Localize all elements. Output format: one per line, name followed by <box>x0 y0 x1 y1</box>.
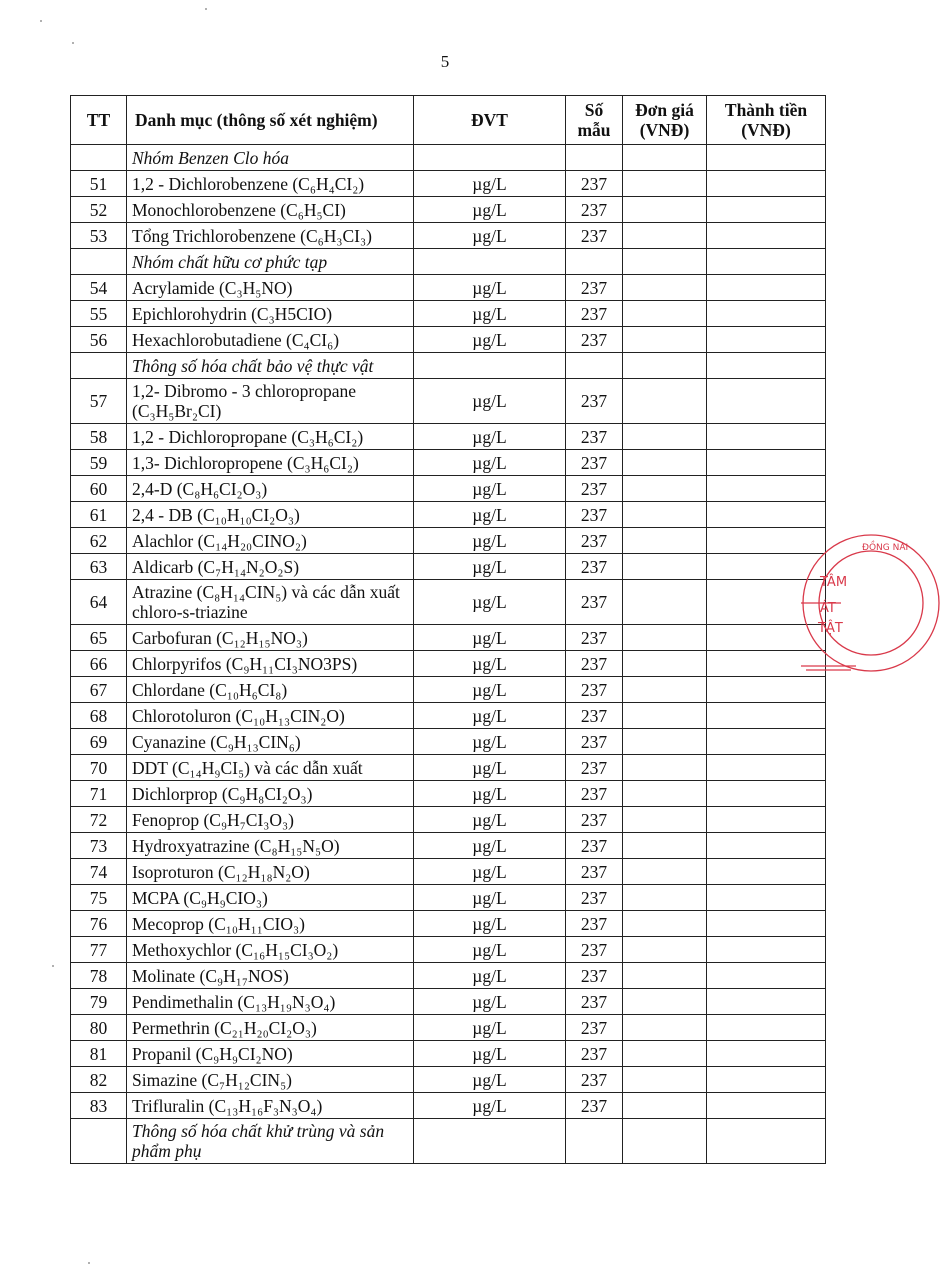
empty-cell <box>414 1119 566 1164</box>
cell-qty: 237 <box>566 223 623 249</box>
cell-unit: µg/L <box>414 963 566 989</box>
cell-name: Chlordane (C₁₀H₆CI₈) <box>127 677 414 703</box>
scan-speck <box>72 42 74 44</box>
empty-cell <box>623 249 707 275</box>
cell-name: Chlorpyrifos (C₉H₁₁CI₃NO3PS) <box>127 651 414 677</box>
cell-tt: 55 <box>71 301 127 327</box>
group-label: Nhóm chất hữu cơ phức tạp <box>127 249 414 275</box>
table-row <box>71 476 826 502</box>
cell-name: 1,2 - Dichlorobenzene (C₆H₄CI₂) <box>127 171 414 197</box>
cell-name: Atrazine (C₈H₁₄CIN₅) và các dẫn xuất chloro-s-triazine <box>127 580 414 625</box>
cell-unit: µg/L <box>414 703 566 729</box>
cell-name: Pendimethalin (C₁₃H₁₉N₃O₄) <box>127 989 414 1015</box>
cell-unit: µg/L <box>414 476 566 502</box>
cell-qty: 237 <box>566 379 623 424</box>
group-header-row <box>71 353 826 379</box>
table-row <box>71 963 826 989</box>
cell-unit: µg/L <box>414 1041 566 1067</box>
empty-cell <box>707 353 826 379</box>
cell-total <box>707 1093 826 1119</box>
empty-cell <box>623 1119 707 1164</box>
cell-unit: µg/L <box>414 859 566 885</box>
cell-name: Carbofuran (C₁₂H₁₅NO₃) <box>127 625 414 651</box>
cell-unit: µg/L <box>414 223 566 249</box>
table-row <box>71 1067 826 1093</box>
cell-price <box>623 807 707 833</box>
cell-unit: µg/L <box>414 937 566 963</box>
table-row <box>71 450 826 476</box>
cell-qty: 237 <box>566 885 623 911</box>
cell-tt: 80 <box>71 1015 127 1041</box>
cell-name: Cyanazine (C₉H₁₃CIN₆) <box>127 729 414 755</box>
cell-tt: 59 <box>71 450 127 476</box>
cell-tt: 53 <box>71 223 127 249</box>
cell-price <box>623 301 707 327</box>
cell-tt: 78 <box>71 963 127 989</box>
cell-unit: µg/L <box>414 807 566 833</box>
cell-qty: 237 <box>566 554 623 580</box>
table-row <box>71 937 826 963</box>
cell-qty: 237 <box>566 197 623 223</box>
cell-total <box>707 807 826 833</box>
cell-name: Methoxychlor (C₁₆H₁₅CI₃O₂) <box>127 937 414 963</box>
cell-total <box>707 450 826 476</box>
stamp-ring-text: ĐỒNG NAI <box>862 543 909 553</box>
cell-qty: 237 <box>566 301 623 327</box>
cell-total <box>707 833 826 859</box>
cell-price <box>623 1093 707 1119</box>
cell-price <box>623 528 707 554</box>
header-tt: TT <box>71 96 127 145</box>
cell-tt: 58 <box>71 424 127 450</box>
cell-name: 2,4 - DB (C₁₀H₁₀CI₂O₃) <box>127 502 414 528</box>
cell-name: Mecoprop (C₁₀H₁₁CIO₃) <box>127 911 414 937</box>
stamp-text-line: TÂM <box>820 575 848 590</box>
table-row <box>71 580 826 625</box>
scan-speck <box>40 20 42 22</box>
cell-total <box>707 197 826 223</box>
cell-qty: 237 <box>566 755 623 781</box>
cell-name: 1,3- Dichloropropene (C₃H₆CI₂) <box>127 450 414 476</box>
cell-qty: 237 <box>566 450 623 476</box>
cell-tt: 52 <box>71 197 127 223</box>
cell-total <box>707 502 826 528</box>
cell-qty: 237 <box>566 781 623 807</box>
cell-price <box>623 1041 707 1067</box>
table-row <box>71 651 826 677</box>
cell-price <box>623 625 707 651</box>
empty-cell <box>71 249 127 275</box>
cell-qty: 237 <box>566 833 623 859</box>
cell-total <box>707 963 826 989</box>
cell-total <box>707 911 826 937</box>
cell-name: Hydroxyatrazine (C₈H₁₅N₅O) <box>127 833 414 859</box>
cell-unit: µg/L <box>414 1015 566 1041</box>
group-header-row <box>71 249 826 275</box>
table-row <box>71 677 826 703</box>
cell-name: Aldicarb (C₇H₁₄N₂O₂S) <box>127 554 414 580</box>
cell-unit: µg/L <box>414 275 566 301</box>
scan-speck <box>52 965 54 967</box>
header-price: Đơn giá (VNĐ) <box>623 96 707 145</box>
cell-tt: 62 <box>71 528 127 554</box>
cell-unit: µg/L <box>414 502 566 528</box>
cell-qty: 237 <box>566 859 623 885</box>
table-row <box>71 1093 826 1119</box>
cell-price <box>623 275 707 301</box>
cell-tt: 60 <box>71 476 127 502</box>
price-table <box>70 95 826 1164</box>
cell-name: MCPA (C₉H₉CIO₃) <box>127 885 414 911</box>
cell-total <box>707 275 826 301</box>
cell-price <box>623 1015 707 1041</box>
cell-qty: 237 <box>566 651 623 677</box>
cell-tt: 74 <box>71 859 127 885</box>
table-row <box>71 424 826 450</box>
cell-tt: 63 <box>71 554 127 580</box>
stamp-text-line: TẬT <box>818 621 843 636</box>
cell-tt: 70 <box>71 755 127 781</box>
cell-qty: 237 <box>566 703 623 729</box>
cell-unit: µg/L <box>414 781 566 807</box>
cell-unit: µg/L <box>414 327 566 353</box>
cell-name: Fenoprop (C₉H₇CI₃O₃) <box>127 807 414 833</box>
cell-name: Simazine (C₇H₁₂CIN₅) <box>127 1067 414 1093</box>
cell-total <box>707 223 826 249</box>
cell-total <box>707 885 826 911</box>
cell-price <box>623 580 707 625</box>
cell-tt: 66 <box>71 651 127 677</box>
cell-unit: µg/L <box>414 651 566 677</box>
cell-qty: 237 <box>566 528 623 554</box>
cell-unit: µg/L <box>414 729 566 755</box>
cell-unit: µg/L <box>414 554 566 580</box>
cell-total <box>707 989 826 1015</box>
cell-tt: 77 <box>71 937 127 963</box>
cell-price <box>623 833 707 859</box>
cell-total <box>707 729 826 755</box>
cell-price <box>623 937 707 963</box>
cell-name: Permethrin (C₂₁H₂₀CI₂O₃) <box>127 1015 414 1041</box>
cell-unit: µg/L <box>414 885 566 911</box>
table-row <box>71 911 826 937</box>
cell-price <box>623 989 707 1015</box>
cell-total <box>707 677 826 703</box>
cell-total <box>707 379 826 424</box>
cell-price <box>623 859 707 885</box>
cell-price <box>623 703 707 729</box>
empty-cell <box>566 353 623 379</box>
table-row <box>71 833 826 859</box>
cell-qty: 237 <box>566 677 623 703</box>
cell-tt: 61 <box>71 502 127 528</box>
cell-unit: µg/L <box>414 625 566 651</box>
table-row <box>71 729 826 755</box>
table-row <box>71 755 826 781</box>
cell-qty: 237 <box>566 502 623 528</box>
cell-price <box>623 677 707 703</box>
table-row <box>71 275 826 301</box>
stamp-text-line: ÁT <box>820 601 836 616</box>
cell-unit: µg/L <box>414 911 566 937</box>
cell-name: Trifluralin (C₁₃H₁₆F₃N₃O₄) <box>127 1093 414 1119</box>
cell-tt: 76 <box>71 911 127 937</box>
table-row <box>71 197 826 223</box>
cell-qty: 237 <box>566 327 623 353</box>
cell-price <box>623 379 707 424</box>
empty-cell <box>414 145 566 171</box>
cell-total <box>707 1067 826 1093</box>
cell-total <box>707 301 826 327</box>
cell-qty: 237 <box>566 275 623 301</box>
empty-cell <box>414 353 566 379</box>
cell-price <box>623 502 707 528</box>
cell-qty: 237 <box>566 424 623 450</box>
cell-tt: 83 <box>71 1093 127 1119</box>
group-label: Nhóm Benzen Clo hóa <box>127 145 414 171</box>
cell-unit: µg/L <box>414 424 566 450</box>
table-row <box>71 1015 826 1041</box>
cell-tt: 56 <box>71 327 127 353</box>
empty-cell <box>707 1119 826 1164</box>
cell-qty: 237 <box>566 807 623 833</box>
cell-unit: µg/L <box>414 450 566 476</box>
empty-cell <box>566 249 623 275</box>
cell-total <box>707 476 826 502</box>
table-row <box>71 859 826 885</box>
cell-unit: µg/L <box>414 301 566 327</box>
cell-unit: µg/L <box>414 580 566 625</box>
empty-cell <box>623 353 707 379</box>
cell-name: Monochlorobenzene (C₆H₅CI) <box>127 197 414 223</box>
cell-total <box>707 1015 826 1041</box>
scan-speck <box>88 1262 90 1264</box>
cell-unit: µg/L <box>414 379 566 424</box>
cell-qty: 237 <box>566 1015 623 1041</box>
cell-price <box>623 476 707 502</box>
cell-name: Tổng Trichlorobenzene (C₆H₃CI₃) <box>127 223 414 249</box>
cell-price <box>623 554 707 580</box>
cell-name: Hexachlorobutadiene (C₄CI₆) <box>127 327 414 353</box>
table-row <box>71 885 826 911</box>
group-header-row <box>71 1119 826 1164</box>
table-row <box>71 625 826 651</box>
cell-price <box>623 911 707 937</box>
cell-tt: 71 <box>71 781 127 807</box>
cell-tt: 79 <box>71 989 127 1015</box>
cell-price <box>623 424 707 450</box>
cell-qty: 237 <box>566 625 623 651</box>
cell-name: DDT (C₁₄H₉CI₅) và các dẫn xuất <box>127 755 414 781</box>
cell-qty: 237 <box>566 729 623 755</box>
group-label: Thông số hóa chất khử trùng và sản phẩm phụ <box>127 1119 414 1164</box>
cell-name: 2,4-D (C₈H₆CI₂O₃) <box>127 476 414 502</box>
cell-qty: 237 <box>566 171 623 197</box>
cell-price <box>623 197 707 223</box>
cell-name: Isoproturon (C₁₂H₁₈N₂O) <box>127 859 414 885</box>
cell-price <box>623 885 707 911</box>
cell-price <box>623 450 707 476</box>
empty-cell <box>623 145 707 171</box>
header-qty: Số mẫu <box>566 96 623 145</box>
cell-qty: 237 <box>566 989 623 1015</box>
cell-total <box>707 937 826 963</box>
table-row <box>71 989 826 1015</box>
cell-tt: 54 <box>71 275 127 301</box>
cell-tt: 65 <box>71 625 127 651</box>
cell-name: Molinate (C₉H₁₇NOS) <box>127 963 414 989</box>
table-row <box>71 327 826 353</box>
cell-tt: 64 <box>71 580 127 625</box>
header-unit: ĐVT <box>414 96 566 145</box>
table-row <box>71 528 826 554</box>
cell-total <box>707 781 826 807</box>
cell-qty: 237 <box>566 476 623 502</box>
cell-price <box>623 327 707 353</box>
table-row <box>71 703 826 729</box>
cell-price <box>623 171 707 197</box>
cell-tt: 82 <box>71 1067 127 1093</box>
cell-name: Chlorotoluron (C₁₀H₁₃CIN₂O) <box>127 703 414 729</box>
header-total: Thành tiền (VNĐ) <box>707 96 826 145</box>
table-row <box>71 171 826 197</box>
table-row <box>71 502 826 528</box>
empty-cell <box>71 145 127 171</box>
empty-cell <box>707 145 826 171</box>
empty-cell <box>566 1119 623 1164</box>
cell-price <box>623 963 707 989</box>
cell-unit: µg/L <box>414 197 566 223</box>
cell-tt: 75 <box>71 885 127 911</box>
cell-qty: 237 <box>566 937 623 963</box>
cell-total <box>707 703 826 729</box>
header-name: Danh mục (thông số xét nghiệm) <box>127 96 414 145</box>
cell-unit: µg/L <box>414 989 566 1015</box>
cell-unit: µg/L <box>414 755 566 781</box>
table-row <box>71 379 826 424</box>
cell-total <box>707 1041 826 1067</box>
group-label: Thông số hóa chất bảo vệ thực vật <box>127 353 414 379</box>
cell-tt: 57 <box>71 379 127 424</box>
cell-tt: 67 <box>71 677 127 703</box>
cell-tt: 68 <box>71 703 127 729</box>
cell-unit: µg/L <box>414 1093 566 1119</box>
cell-unit: µg/L <box>414 528 566 554</box>
cell-name: 1,2- Dibromo - 3 chloropropane (C₃H₅Br₂CI) <box>127 379 414 424</box>
cell-tt: 72 <box>71 807 127 833</box>
red-stamp <box>796 528 946 678</box>
cell-price <box>623 729 707 755</box>
cell-name: Epichlorohydrin (C₃H5CIO) <box>127 301 414 327</box>
table-body <box>71 145 826 1164</box>
table-row <box>71 807 826 833</box>
cell-unit: µg/L <box>414 1067 566 1093</box>
cell-name: Acrylamide (C₃H₅NO) <box>127 275 414 301</box>
empty-cell <box>71 1119 127 1164</box>
cell-name: Alachlor (C₁₄H₂₀CINO₂) <box>127 528 414 554</box>
cell-total <box>707 327 826 353</box>
cell-tt: 69 <box>71 729 127 755</box>
cell-tt: 81 <box>71 1041 127 1067</box>
empty-cell <box>414 249 566 275</box>
cell-price <box>623 1067 707 1093</box>
cell-tt: 73 <box>71 833 127 859</box>
cell-total <box>707 424 826 450</box>
table-row <box>71 223 826 249</box>
cell-total <box>707 755 826 781</box>
cell-qty: 237 <box>566 911 623 937</box>
cell-unit: µg/L <box>414 171 566 197</box>
cell-price <box>623 223 707 249</box>
cell-qty: 237 <box>566 963 623 989</box>
table-row <box>71 554 826 580</box>
cell-name: Propanil (C₉H₉CI₂NO) <box>127 1041 414 1067</box>
cell-total <box>707 859 826 885</box>
empty-cell <box>707 249 826 275</box>
table-row <box>71 1041 826 1067</box>
cell-price <box>623 755 707 781</box>
table-header-row <box>71 96 826 145</box>
empty-cell <box>71 353 127 379</box>
cell-total <box>707 171 826 197</box>
cell-unit: µg/L <box>414 833 566 859</box>
cell-tt: 51 <box>71 171 127 197</box>
group-header-row <box>71 145 826 171</box>
page-number: 5 <box>440 52 450 71</box>
table-row <box>71 781 826 807</box>
cell-name: Dichlorprop (C₉H₈CI₂O₃) <box>127 781 414 807</box>
cell-qty: 237 <box>566 1093 623 1119</box>
cell-qty: 237 <box>566 1067 623 1093</box>
cell-name: 1,2 - Dichloropropane (C₃H₆CI₂) <box>127 424 414 450</box>
cell-unit: µg/L <box>414 677 566 703</box>
cell-price <box>623 781 707 807</box>
cell-qty: 237 <box>566 1041 623 1067</box>
cell-qty: 237 <box>566 580 623 625</box>
table-row <box>71 301 826 327</box>
cell-price <box>623 651 707 677</box>
scan-speck <box>205 8 207 10</box>
empty-cell <box>566 145 623 171</box>
